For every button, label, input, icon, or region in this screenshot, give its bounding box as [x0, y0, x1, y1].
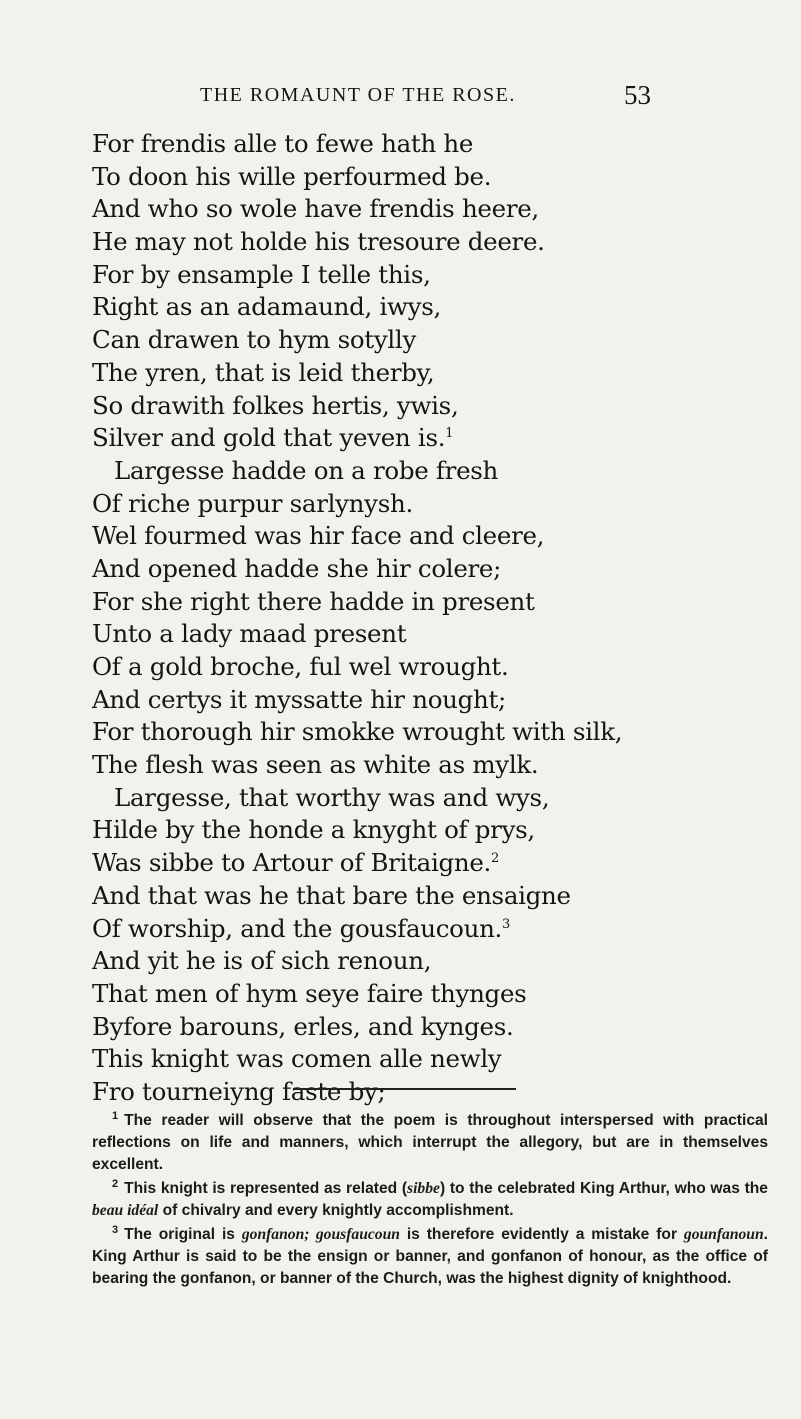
poem-line-text: And opened hadde she hir colere;: [92, 553, 502, 583]
poem-line: [92, 1076, 772, 1109]
footnote-marker: 2: [491, 850, 500, 866]
poem-line-text: Hilde by the honde a knyght of prys,: [92, 815, 535, 845]
poem-line-text: This knight was comen alle newly: [92, 1044, 502, 1074]
poem-line: [92, 226, 772, 259]
poem-line-text: Byfore barouns, erles, and kynges.: [92, 1011, 514, 1041]
footnote-text: is therefore evidently a mistake for: [399, 1226, 684, 1243]
poem-line-text: And yit he is of sich renoun,: [92, 946, 432, 976]
poem-line-text: Can drawen to hym sotylly: [92, 325, 417, 355]
poem-line: [92, 357, 772, 390]
footnote-text: This knight is represented as related (: [124, 1180, 408, 1197]
poem-line: [92, 847, 772, 880]
poem-line-text: The flesh was seen as white as mylk.: [92, 750, 539, 780]
poem-text: [92, 128, 772, 1109]
poem-line-text: Right as an adamaund, iwys,: [92, 292, 441, 322]
footnote: [92, 1110, 768, 1176]
poem-line-text: Silver and gold that yeven is.: [92, 423, 446, 453]
poem-line-text: And who so wole have frendis heere,: [92, 194, 539, 224]
footnote-text: of chivalry and every knightly accomplishment.: [158, 1202, 514, 1219]
poem-line: [92, 716, 772, 749]
poem-line-text: Of riche purpur sarlynysh.: [92, 488, 413, 518]
poem-line: [92, 1043, 772, 1076]
page-number: 53: [624, 80, 651, 110]
poem-line: [92, 586, 772, 619]
footnote-number: 1: [112, 1109, 119, 1122]
poem-line: [92, 455, 772, 488]
poem-line: [92, 553, 772, 586]
poem-line: [92, 913, 772, 946]
poem-line-text: That men of hym seye faire thynges: [92, 978, 527, 1008]
poem-line: [92, 488, 772, 521]
poem-line: [92, 1011, 772, 1044]
poem-line: [92, 618, 772, 651]
poem-line-text: Unto a lady maad present: [92, 619, 407, 649]
poem-line-text: So drawith folkes hertis, ywis,: [92, 390, 459, 420]
poem-line: [92, 520, 772, 553]
poem-line-text: For frendis alle to fewe hath he: [92, 129, 474, 158]
footnote-marker: 3: [502, 916, 511, 932]
poem-line: [92, 291, 772, 324]
footnotes: [92, 1110, 768, 1292]
poem-line-text: And certys it myssatte hir nought;: [92, 684, 506, 714]
running-header: THE ROMAUNT OF THE ROSE.: [200, 84, 516, 106]
footnote-number: 3: [112, 1223, 119, 1236]
poem-line-text: Largesse, that worthy was and wys,: [114, 782, 550, 812]
poem-line: [92, 880, 772, 913]
footnote-italic-text: gounfanoun: [683, 1226, 764, 1243]
footnote-italic-text: gonfanon; gousfaucoun: [241, 1226, 400, 1243]
poem-line-text: The yren, that is leid therby,: [92, 357, 435, 387]
footnote: [92, 1224, 768, 1290]
poem-line: [92, 945, 772, 978]
footnote-text: ) to the celebrated King Arthur, who was the: [439, 1180, 768, 1197]
footnote: [92, 1178, 768, 1222]
footnote-italic-text: beau idéal: [92, 1202, 159, 1219]
poem-line: [92, 324, 772, 357]
poem-line: [92, 193, 772, 226]
poem-line-text: Was sibbe to Artour of Britaigne.: [92, 848, 492, 878]
footnote-divider: [294, 1088, 516, 1090]
footnote-italic-text: sibbe: [407, 1180, 440, 1197]
poem-line-text: For by ensample I telle this,: [92, 259, 431, 289]
poem-line: [92, 422, 772, 455]
poem-line-text: Wel fourmed was hir face and cleere,: [92, 521, 545, 551]
poem-line: [92, 259, 772, 292]
footnote-text: The original is: [124, 1226, 242, 1243]
footnote-marker: 1: [445, 426, 454, 442]
poem-line: [92, 749, 772, 782]
poem-line: [92, 651, 772, 684]
poem-line-text: For she right there hadde in present: [92, 586, 535, 616]
poem-line: [92, 782, 772, 815]
poem-line-text: Of a gold broche, ful wel wrought.: [92, 652, 509, 681]
poem-line-text: Largesse hadde on a robe fresh: [114, 455, 499, 485]
poem-line: [92, 161, 772, 194]
poem-line: [92, 128, 772, 161]
poem-line: [92, 390, 772, 423]
poem-line-text: For thorough hir smokke wrought with silk,: [92, 717, 623, 747]
poem-line: [92, 684, 772, 717]
footnote-text: . King Arthur is said to be the ensign or banner, and gonfanon of honour, as the office of bearing the gonfanon, or banner of the Church, was the highest dignity of knighthood.: [92, 1226, 768, 1287]
footnote-number: 2: [112, 1177, 119, 1190]
poem-line-text: To doon his wille perfourmed be.: [92, 161, 492, 191]
poem-line-text: Fro tourneiyng faste by;: [92, 1076, 386, 1106]
poem-line: [92, 978, 772, 1011]
poem-line-text: Of worship, and the gousfaucoun.: [92, 913, 503, 943]
poem-line: [92, 814, 772, 847]
footnote-text: The reader will observe that the poem is throughout interspersed with practical reflections on life and manners, which interrupt the allegory, but are in themselves excellent.: [92, 1112, 768, 1173]
poem-line-text: And that was he that bare the ensaigne: [92, 880, 571, 910]
poem-line-text: He may not holde his tresoure deere.: [92, 227, 545, 257]
